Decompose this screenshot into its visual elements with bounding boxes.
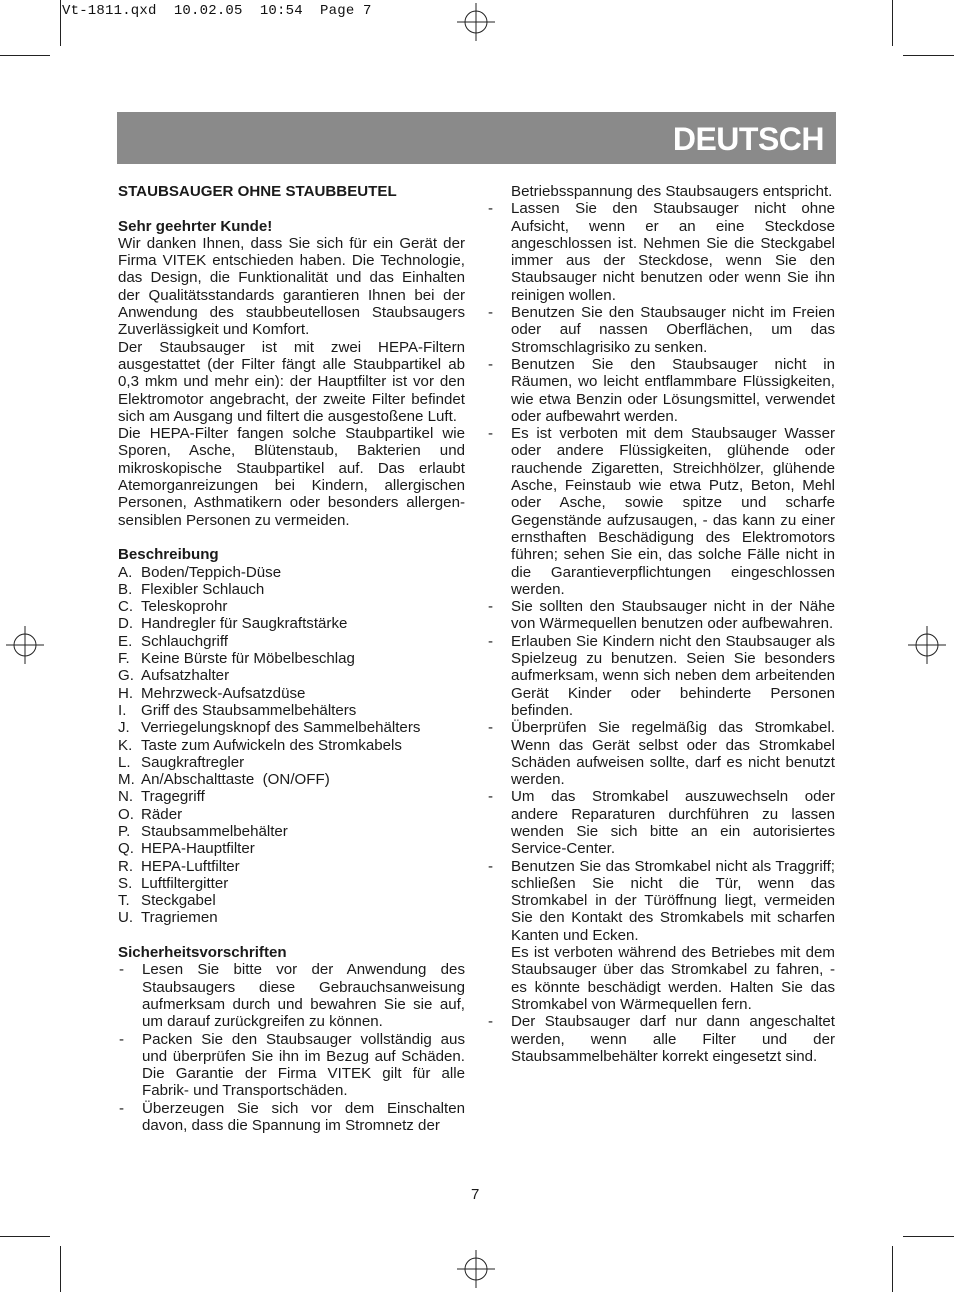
list-item-text: Keine Bürste für Möbelbeschlag bbox=[141, 650, 355, 668]
list-item bbox=[118, 564, 465, 581]
intro-paragraph: Die HEPA-Filter fangen solche Staubpartikel wie Sporen, Asche, Blütenstaub, Bakterien und mikroskopische Staubpartikel auf. Das erlaubt Atemorganreizungen bei Kindern, allergischen Personen, Asthmatikern oder besonders allergen-sensiblen Personen zu vermeiden. bbox=[118, 425, 465, 529]
safety-item-text: Benutzen Sie das Stromkabel nicht als Traggriff; schließen Sie nicht die Tür, wenn das Stromkabel in der Türöffnung liegt, vermeiden Sie den Kontakt des Stromkabels mit scharfen Kanten und Ecken. bbox=[511, 857, 835, 944]
list-item-label: C. bbox=[118, 598, 134, 616]
left-column bbox=[118, 183, 465, 1134]
safety-item bbox=[487, 788, 835, 857]
crop-mark bbox=[0, 1236, 50, 1237]
safety-heading: Sicherheitsvorschriften bbox=[118, 944, 287, 962]
safety-item bbox=[487, 1013, 835, 1065]
safety-item-text: Der Staubsauger darf nur dann angeschaltet werden, wenn alle Filter und der Staubsammelbehälter korrekt eingesetzt sind. bbox=[511, 1013, 835, 1065]
language-banner bbox=[117, 112, 836, 164]
safety-extra-paragraph: Es ist verboten während des Betriebes mit dem Staubsauger über das Stromkabel zu fahren, - es könnte beschädigt werden. Halten Sie das Stromkabel von Wärmequellen fern. bbox=[511, 944, 835, 1013]
list-item-text: An/Abschalttaste (ON/OFF) bbox=[141, 771, 330, 789]
safety-item bbox=[118, 961, 465, 1030]
list-item-text: Verriegelungsknopf des Sammelbehälters bbox=[141, 719, 421, 737]
list-item bbox=[118, 615, 465, 632]
list-item bbox=[118, 823, 465, 840]
list-item bbox=[118, 581, 465, 598]
page-number: 7 bbox=[471, 1186, 480, 1203]
list-item bbox=[118, 840, 465, 857]
registration-mark-icon bbox=[457, 3, 495, 41]
safety-item bbox=[118, 1100, 465, 1135]
crop-mark bbox=[60, 0, 61, 46]
list-item-label: R. bbox=[118, 857, 134, 875]
safety-item-text: Benutzen Sie den Staubsauger nicht im Freien oder auf nassen Oberflächen, um das Stromschlagrisiko zu senken. bbox=[511, 304, 835, 356]
list-item-label: Q. bbox=[118, 840, 134, 858]
registration-mark-icon bbox=[6, 626, 44, 664]
list-item-text: Saugkraftregler bbox=[141, 753, 245, 771]
dash-bullet: - bbox=[488, 719, 494, 737]
safety-item-text: Es ist verboten mit dem Staubsauger Wasser oder andere Flüssigkeiten, glühende oder rauchende Zigaretten, Streichhölzer, glühende Asche, Feinstaub wie etwa Putz, Beton, Mehl oder Asche, sowie spitze und scharfe Gegenstände aufzusaugen, - das kann zu einer ernsthaften Beschädigung des Elektromotors führen; sehen Sie ein, das solche Fälle nicht in die Garantieverpflichtungen eingeschlossen werden. bbox=[511, 425, 835, 598]
safety-item bbox=[487, 858, 835, 944]
dash-bullet: - bbox=[119, 1030, 125, 1048]
list-item-text: Flexibler Schlauch bbox=[141, 580, 265, 598]
crop-mark bbox=[903, 55, 954, 56]
list-item-text: HEPA-Luftfilter bbox=[141, 857, 240, 875]
section-heading: STAUBSAUGER OHNE STAUBBEUTEL bbox=[118, 183, 397, 200]
safety-item bbox=[487, 200, 835, 304]
list-item bbox=[118, 806, 465, 823]
intro-paragraph: Wir danken Ihnen, dass Sie sich für ein Gerät der Firma VITEK entschieden haben. Die Technologie, das Design, die Funktionalität und das Einhalten der Qualitätsstandards garantieren Ihnen bei der Anwendung des staubbeutellosen Staubsaugers Zuverlässigkeit und Komfort. bbox=[118, 234, 465, 339]
list-item-text: Griff des Staubsammelbehälters bbox=[141, 701, 357, 719]
greeting: Sehr geehrter Kunde! bbox=[118, 217, 273, 235]
crop-mark bbox=[903, 1236, 954, 1237]
dash-bullet: - bbox=[488, 355, 494, 373]
list-item-label: U. bbox=[118, 909, 134, 927]
list-item bbox=[118, 771, 465, 788]
list-item bbox=[118, 702, 465, 719]
list-item-text: Schlauchgriff bbox=[141, 632, 228, 650]
safety-item-text: Überzeugen Sie sich vor dem Einschalten davon, dass die Spannung im Stromnetz der bbox=[142, 1099, 465, 1135]
continuation-text: Betriebsspannung des Staubsaugers entspricht. bbox=[511, 183, 833, 200]
safety-item-text: Um das Stromkabel auszuwechseln oder andere Reparaturen durchführen zu lassen wenden Sie sich bitte an ein autorisiertes Service-Center. bbox=[511, 788, 835, 858]
list-item bbox=[118, 650, 465, 667]
safety-item bbox=[487, 598, 835, 633]
list-item bbox=[118, 719, 465, 736]
list-item bbox=[118, 788, 465, 805]
intro-paragraph: Der Staubsauger ist mit zwei HEPA-Filtern ausgestattet (der Filter fängt alle Staubpartikel ab 0,3 mkm und mehr ein): der Hauptfilter ist vor den Elektromotor angebracht, der zweite Filter befindet sich am Ausgang und filtert die ausgestoßene Luft. bbox=[118, 338, 465, 425]
safety-item-text: Benutzen Sie den Staubsauger nicht in Räumen, wo leicht entflammbare Flüssigkeiten, wie etwa Benzin oder Lösungsmittel, verwendet oder aufbewahrt werden. bbox=[511, 355, 835, 425]
list-item-text: Boden/Teppich-Düse bbox=[141, 563, 282, 581]
list-item-label: N. bbox=[118, 788, 134, 806]
description-heading: Beschreibung bbox=[118, 546, 219, 564]
list-item-text: Luftfiltergitter bbox=[141, 874, 229, 892]
list-item-label: D. bbox=[118, 615, 134, 633]
crop-mark bbox=[892, 1246, 893, 1292]
list-item-label: P. bbox=[118, 822, 131, 840]
print-slug: Vt-1811.qxd 10.02.05 10:54 Page 7 bbox=[62, 3, 372, 19]
parts-list bbox=[118, 564, 465, 927]
list-item-label: O. bbox=[118, 805, 134, 823]
list-item bbox=[118, 633, 465, 650]
list-item-text: Räder bbox=[141, 805, 183, 823]
list-item-label: A. bbox=[118, 563, 133, 581]
dash-bullet: - bbox=[119, 1099, 125, 1117]
list-item-label: K. bbox=[118, 736, 133, 754]
list-item-label: H. bbox=[118, 684, 134, 702]
list-item bbox=[118, 737, 465, 754]
list-item-label: E. bbox=[118, 632, 133, 650]
safety-item bbox=[487, 304, 835, 356]
list-item-text: Steckgabel bbox=[141, 892, 216, 910]
list-item-label: F. bbox=[118, 650, 130, 668]
list-item-label: M. bbox=[118, 771, 135, 789]
dash-bullet: - bbox=[119, 961, 125, 979]
safety-item-text: Erlauben Sie Kindern nicht den Staubsauger als Spielzeug zu benutzen. Seien Sie besonders aufmerksam, wenn sich neben dem arbeitenden Gerät Kinder oder behinderte Personen befinden. bbox=[511, 632, 835, 719]
dash-bullet: - bbox=[488, 1013, 494, 1031]
list-item-text: Teleskoprohr bbox=[141, 598, 228, 616]
safety-item-text: Packen Sie den Staubsauger vollständig aus und überprüfen Sie ihn im Bezug auf Schäden. Die Garantie der Firma VITEK gilt für alle Fabrik- und Transportschäden. bbox=[142, 1030, 465, 1100]
dash-bullet: - bbox=[488, 304, 494, 322]
dash-bullet: - bbox=[488, 200, 494, 218]
registration-mark-icon bbox=[908, 626, 946, 664]
list-item-text: Mehrzweck-Aufsatzdüse bbox=[141, 684, 306, 702]
list-item-label: B. bbox=[118, 580, 133, 598]
banner-title: DEUTSCH bbox=[672, 121, 824, 157]
list-item-text: Aufsatzhalter bbox=[141, 667, 230, 685]
safety-item bbox=[487, 719, 835, 788]
safety-item bbox=[487, 425, 835, 598]
dash-bullet: - bbox=[488, 425, 494, 443]
safety-item-text: Sie sollten den Staubsauger nicht in der Nähe von Wärmequellen benutzen oder aufbewahren. bbox=[511, 598, 835, 633]
registration-mark-icon bbox=[457, 1250, 495, 1288]
list-item-text: Tragegriff bbox=[141, 788, 205, 806]
list-item bbox=[118, 909, 465, 926]
list-item-label: L. bbox=[118, 753, 131, 771]
dash-bullet: - bbox=[488, 598, 494, 616]
list-item bbox=[118, 754, 465, 771]
list-item-label: J. bbox=[118, 719, 130, 737]
list-item bbox=[118, 892, 465, 909]
list-item-label: S. bbox=[118, 874, 133, 892]
dash-bullet: - bbox=[488, 632, 494, 650]
crop-mark bbox=[0, 55, 50, 56]
safety-item-text: Lassen Sie den Staubsauger nicht ohne Aufsicht, wenn er an eine Steckdose angeschlossen ist. Nehmen Sie die Steckgabel immer aus der Steckdose, wenn Sie den Staubsauger nicht benutzen oder wenn Sie ihn reinigen wollen. bbox=[511, 200, 835, 304]
list-item bbox=[118, 598, 465, 615]
crop-mark bbox=[892, 0, 893, 46]
list-item-label: G. bbox=[118, 667, 134, 685]
list-item-text: Tragriemen bbox=[141, 909, 218, 927]
safety-item bbox=[487, 356, 835, 425]
list-item bbox=[118, 858, 465, 875]
list-item-label: I. bbox=[118, 701, 127, 719]
safety-item bbox=[118, 1031, 465, 1100]
safety-item bbox=[487, 633, 835, 719]
list-item-text: Handregler für Saugkraftstärke bbox=[141, 615, 348, 633]
dash-bullet: - bbox=[488, 857, 494, 875]
list-item bbox=[118, 685, 465, 702]
crop-mark bbox=[60, 1246, 61, 1292]
safety-item-text: Lesen Sie bitte vor der Anwendung des Staubsaugers diese Gebrauchsanweisung aufmerksam durch und bewahren Sie sie auf, um darauf zurückgreifen zu können. bbox=[142, 961, 465, 1031]
dash-bullet: - bbox=[488, 788, 494, 806]
list-item-text: Taste zum Aufwickeln des Stromkabels bbox=[141, 736, 402, 754]
list-item bbox=[118, 875, 465, 892]
list-item-label: T. bbox=[118, 892, 130, 910]
list-item bbox=[118, 667, 465, 684]
right-column bbox=[487, 183, 835, 1065]
safety-item-text: Überprüfen Sie regelmäßig das Stromkabel. Wenn das Gerät selbst oder das Stromkabel Schäden aufweisen sollte, darf es nicht benutzt werden. bbox=[511, 719, 835, 789]
list-item-text: Staubsammelbehälter bbox=[141, 822, 288, 840]
list-item-text: HEPA-Hauptfilter bbox=[141, 840, 255, 858]
